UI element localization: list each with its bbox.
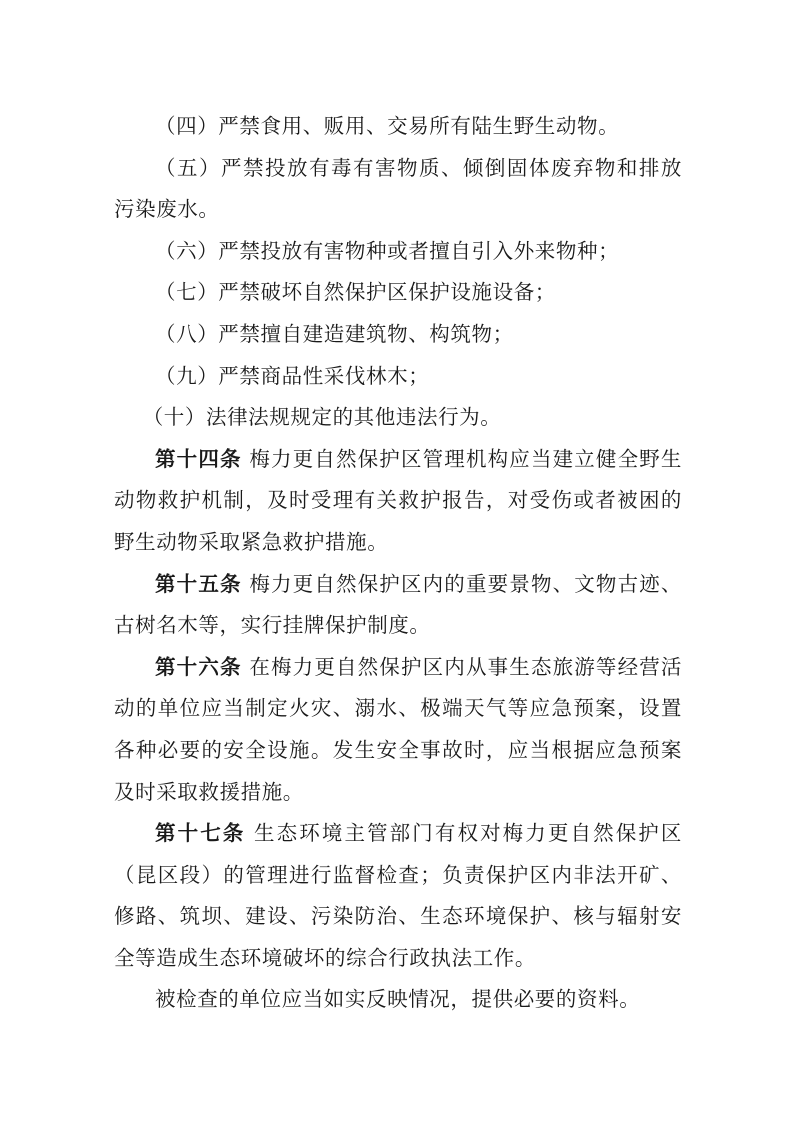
clause-item-4 [114, 106, 682, 148]
clause-item-6 [114, 231, 682, 273]
clause-item-8 [114, 314, 682, 356]
clause-item-10 [114, 397, 682, 439]
article-16 [114, 647, 682, 813]
clause-text: （六）严禁投放有害物种或者擅自引入外来物种； [155, 238, 620, 263]
article-title: 第十五条 [155, 571, 242, 596]
article-17-paragraph-2 [114, 979, 682, 1021]
article-text: 在梅力更自然保护区内从事生态旅游等经营活动的单位应当制定火灾、溺水、极端天气等应急预案，设置各种必要的安全设施。发生安全事故时，应当根据应急预案及时采取救援措施。 [114, 654, 683, 804]
article-text: 生态环境主管部门有权对梅力更自然保护区（昆区段）的管理进行监督检查；负责保护区内非法开矿、修路、筑坝、建设、污染防治、生态环境保护、核与辐射安全等造成生态环境破坏的综合行政执法工作。 [114, 821, 682, 970]
article-14 [114, 439, 682, 564]
clause-text: （五）严禁投放有毒有害物质、倾倒固体废弃物和排放污染废水。 [114, 155, 682, 222]
article-text: 梅力更自然保护区管理机构应当建立健全野生动物救护机制，及时受理有关救护报告，对受伤或者被困的野生动物采取紧急救护措施。 [114, 446, 683, 554]
clause-item-9 [114, 356, 682, 398]
article-title: 第十七条 [155, 821, 246, 846]
clause-item-5 [114, 148, 682, 231]
clause-item-7 [114, 272, 682, 314]
article-15 [114, 564, 682, 647]
clause-text: （九）严禁商品性采伐林木； [155, 363, 430, 388]
clause-text: （四）严禁食用、贩用、交易所有陆生野生动物。 [155, 114, 620, 138]
article-text: 梅力更自然保护区内的重要景物、文物古迹、古树名木等，实行挂牌保护制度。 [114, 571, 683, 638]
article-text: 被检查的单位应当如实反映情况，提供必要的资料。 [155, 987, 641, 1012]
clause-text: （十）法律法规规定的其他违法行为。 [142, 405, 502, 430]
clause-text: （八）严禁擅自建造建筑物、构筑物； [155, 321, 514, 346]
clause-text: （七）严禁破坏自然保护区保护设施设备； [155, 280, 556, 305]
article-title: 第十四条 [155, 446, 242, 471]
article-17 [114, 813, 682, 979]
document-body [114, 106, 682, 1021]
article-title: 第十六条 [155, 654, 242, 679]
